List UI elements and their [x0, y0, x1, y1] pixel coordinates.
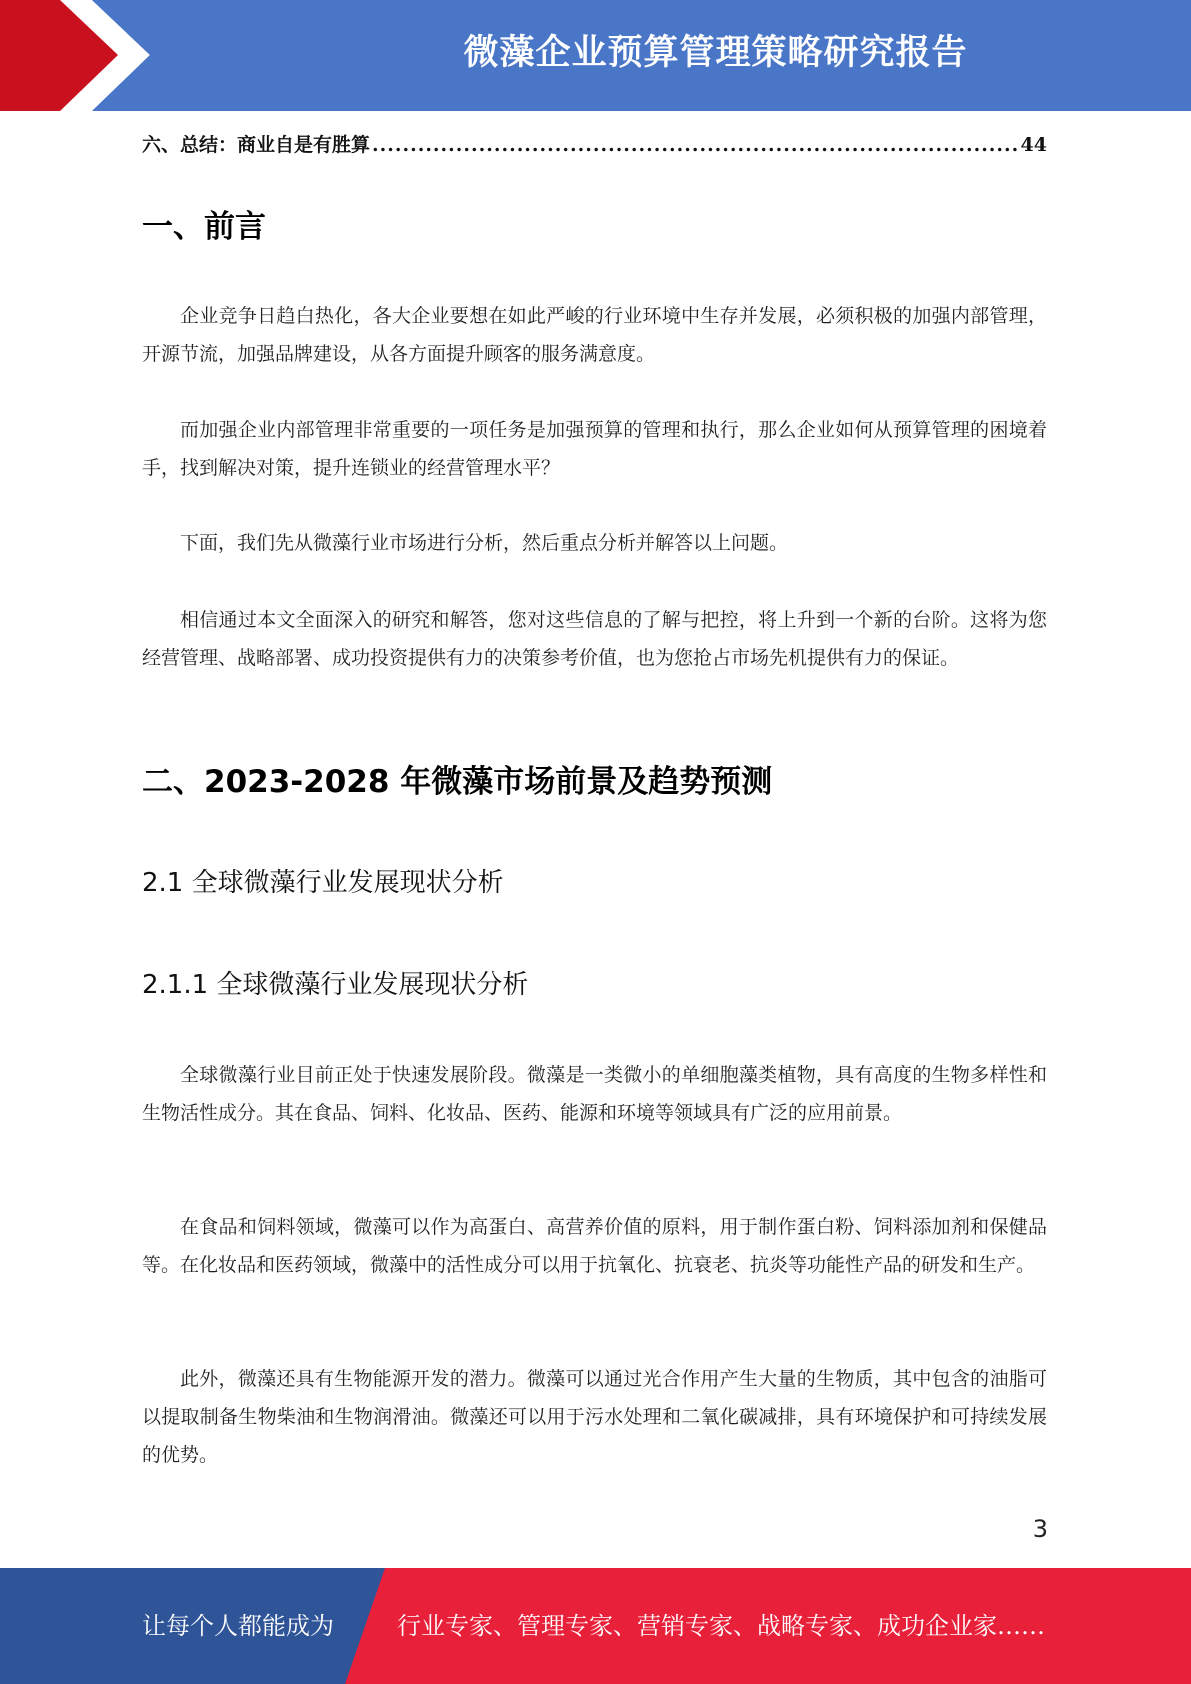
footer-slogan-left: 让每个人都能成为 — [142, 1612, 334, 1640]
paragraph: 此外，微藻还具有生物能源开发的潜力。微藻可以通过光合作用产生大量的生物质，其中包含的油脂可以提取制备生物柴油和生物润滑油。微藻还可以用于污水处理和二氧化碳减排，具有环境保护和可持续发展的优势。 — [142, 1368, 1047, 1466]
toc-entry[interactable] — [142, 130, 1047, 157]
paragraph: 相信通过本文全面深入的研究和解答，您对这些信息的了解与把控，将上升到一个新的台阶。这将为您经营管理、战略部署、成功投资提供有力的决策参考价值，也为您抢占市场先机提供有力的保证。 — [142, 609, 1047, 669]
page-number: 3 — [1032, 1515, 1048, 1543]
toc-entry-page: 44 — [1020, 134, 1047, 156]
paragraph: 下面，我们先从微藻行业市场进行分析，然后重点分析并解答以上问题。 — [180, 532, 789, 554]
report-title: 微藻企业预算管理策略研究报告 — [463, 33, 968, 73]
subsection-heading: 2.1 全球微藻行业发展现状分析 — [142, 868, 504, 898]
page-footer — [0, 1568, 1191, 1684]
footer-slogan-right: 行业专家、管理专家、营销专家、战略专家、成功企业家…… — [397, 1612, 1045, 1640]
paragraph: 全球微藻行业目前正处于快速发展阶段。微藻是一类微小的单细胞藻类植物，具有高度的生物多样性和生物活性成分。其在食品、饲料、化妆品、医药、能源和环境等领域具有广泛的应用前景。 — [142, 1064, 1047, 1124]
paragraph: 在食品和饲料领域，微藻可以作为高蛋白、高营养价值的原料，用于制作蛋白粉、饲料添加剂和保健品等。在化妆品和医药领域，微藻中的活性成分可以用于抗氧化、抗衰老、抗炎等功能性产品的研发和生产。 — [142, 1216, 1047, 1276]
toc-entry-label: 六、总结：商业自是有胜算 — [142, 134, 371, 156]
paragraph: 企业竞争日趋白热化，各大企业要想在如此严峻的行业环境中生存并发展，必须积极的加强内部管理，开源节流，加强品牌建设，从各方面提升顾客的服务满意度。 — [142, 305, 1047, 365]
page-header — [0, 0, 1191, 111]
subsubsection-heading: 2.1.1 全球微藻行业发展现状分析 — [142, 970, 529, 1000]
paragraph: 而加强企业内部管理非常重要的一项任务是加强预算的管理和执行，那么企业如何从预算管理的困境着手，找到解决对策，提升连锁业的经营管理水平？ — [142, 419, 1047, 479]
toc-dot-leader — [372, 134, 1019, 156]
section-heading-outlook: 二、2023-2028 年微藻市场前景及趋势预测 — [142, 764, 773, 800]
section-heading-preface: 一、前言 — [142, 209, 266, 245]
